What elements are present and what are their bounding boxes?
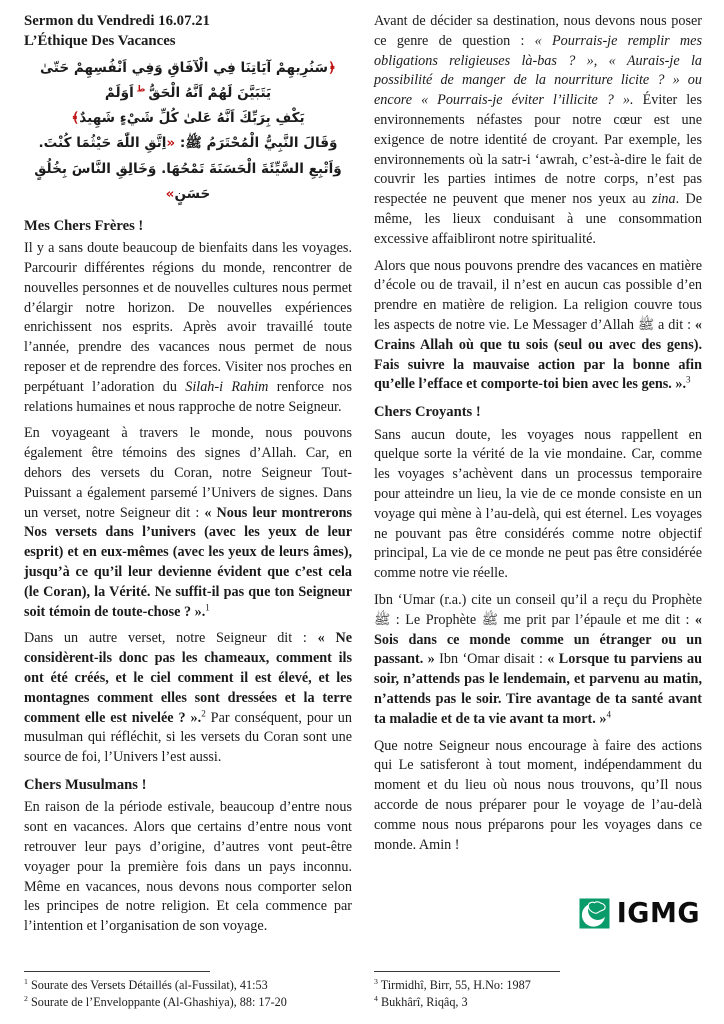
text-segment: Ibn ʻOmar disait : [434,651,548,668]
footnote-list [24,977,352,1010]
text-segment: ﴾ [71,110,80,127]
text-segment: a dit : [654,316,695,333]
right-column-body [374,12,702,862]
paragraph [24,239,352,417]
text-segment: Par conséquent, pour un musulman qui réfléchit, si les versets du Coran sont une source de foi, l’Univers l’est aussi. [24,709,352,766]
igmg-logo [374,896,702,935]
sermon-date: Sermon du Vendredi 16.07.21 [24,13,210,29]
text-segment: وَاَتْبِعِ السَّيِّئَةَ الْحَسَنَةَ تَمْحُهَا. وَخَالِقِ النَّاسَ بِخُلُقٍ حَسَنٍ [34,160,342,202]
section-heading: Mes Chers Frères ! [24,217,144,234]
text-segment: : Le Prophète [390,611,482,628]
text-segment: اِتَّقِ اللّٰهَ حَيْثُمَا كُنْتَ. [38,135,167,152]
section-heading: Chers Musulmans ! [24,776,147,793]
text-segment: ﷺ [374,611,391,628]
paragraph [374,426,702,584]
text-segment: . De même, les lieux conduisant à une consommation excessive affaibliront notre spiritualité. [374,191,702,247]
text-segment: ﴿ [327,59,336,76]
arabic-line [24,131,352,156]
text-segment: 2 [201,707,206,718]
text-segment: ﷺ [637,316,655,333]
text-segment: وَقَالَ النَّبِيُّ الْمُحْتَرَمُ [201,135,338,152]
text-segment: me prit par l’épaule et me dit : [497,611,695,628]
text-segment: Silah-i Rahim [185,378,269,395]
footnote-marker: 3 [374,976,378,986]
text-segment: 4 [606,708,612,719]
text-segment: ﷺ [185,135,202,152]
paragraph [24,629,352,768]
left-column [24,12,352,1010]
section-heading: Chers Croyants ! [374,404,481,421]
text-segment: Avant de décider sa destination, nous devons nous poser ce genre de question : [374,13,702,49]
arabic-line [24,157,352,207]
footnote-text: Tirmidhî, Birr, 55, H.No: 1987 [377,978,531,993]
footnote-marker: 4 [374,993,378,1003]
text-segment: Ibn ʻUmar (r.a.) cite un conseil qu’il a reçu du Prophète [374,591,702,608]
text-segment: En raison de la période estivale, beaucoup d’entre nous sont en vacances. Alors que certains d’entre nous vont retrouver leur pays d’origine, d’autres vont peut-être voyager pour la première fois dans un pays inconnu. Même en vacances, nous devons nous comporter selon les principes de notre religion. Et cela commence par l’intention et l’organisation de son voyage. [24,799,352,935]
text-segment: يَكْفِ بِرَبِّكَ اَنَّهُ عَلىٰ كُلِّ شَيْءٍ شَهِيدٌ [79,110,305,127]
arabic-line [24,106,352,131]
paragraph [374,737,702,856]
arabic-line [24,56,352,106]
text-segment: « Sois dans ce monde comme un étranger ou un passant. » [374,611,703,668]
left-column-body [24,213,352,944]
arabic-verse-block [24,56,352,207]
text-segment: Alors que nous pouvons prendre des vacances en matière d’école ou de travail, il n’est en aucun cas possible d’en prendre en matière de religion. La religion couvre tous les aspects de notre vie. Le Messager d’Allah [374,257,702,333]
footnote-item [374,977,702,993]
footnote-item [24,994,352,1010]
footnote-marker: 1 [24,977,28,986]
paragraph [374,12,702,250]
text-segment: ط [133,83,149,94]
text-segment: Éviter les environnements néfastes pour notre cœur est une exigence de notre identité de croyant. Par exemple, les environnements où la satr-i ʻawrah, c’est-à-dire le fait de couvrir les parties intimes de notre corps, n’est pas respectée ne peuvent que mener nos yeux au [374,92,702,208]
text-segment: » [165,185,175,202]
footnote-separator [374,971,560,972]
text-segment: « [166,135,176,152]
text-segment: « Pourrais-je remplir mes obligations religieuses là-bas ? », « Aurais-je la possibilité de manger de la nourriture licite ? » ou encore « Pourrais-je éviter l’illicite ? ». [374,32,702,109]
footnote-list [374,977,702,1010]
footnote-text: Bukhârî, Riqâq, 3 [377,994,468,1009]
right-footnotes [374,968,702,1010]
footnote-text: Sourate des Versets Détaillés (al-Fussilat), 41:53 [27,978,268,993]
footnote-separator [24,971,210,972]
text-segment: « Lorsque tu parviens au soir, n’attends pas le lendemain, et parvenu au matin, n’attends pas le soir. Tire avantage de ta santé avant ta maladie et de ta vie avant ta mort. » [374,651,702,727]
paragraph [374,591,702,730]
text-segment: « Ne considèrent-ils donc pas les chameaux, comment ils ont été créés, et le ciel comment il est élevé, et les montagnes comment elles sont dressées et la terre comment elle est nivelée ? ». [24,630,353,726]
text-segment: Dans un autre verset, notre Seigneur dit : [24,630,318,647]
text-segment: 1 [205,601,210,612]
text-segment: En voyageant à travers le monde, nous pouvons également être témoins des signes d’Allah. Car, en dehors des versets du Coran, notre Seigneur Tout-Puissant a également parsemé l’Univers de signes. Dans un verset, notre Seigneur dit : [24,425,352,521]
paragraph [24,798,352,937]
paragraph [374,257,702,396]
text-segment: renforce nos relations humaines et nous rapproche de notre Seigneur. [24,378,352,415]
text-segment: Sans aucun doute, les voyages nous rappellent en quelque sorte la vérité de la vie mondaine. Car, comme les voyages s’achèvent dans un processus temporaire pour atteindre un lieu, la vie de ce monde consiste en un voyage qui mène à l’au-delà, qui est éternel. Les voyages ne pouvant pas être considérés comme notre objectif principal, La vie de ce monde ne peut pas être considérée comme notre vie réelle. [374,426,702,582]
text-segment: Il y a sans doute beaucoup de bienfaits dans les voyages. Parcourir différentes régions du monde, rencontrer de nouvelles personnes et de nouvelles cultures nous permet d’élargir notre horizon. De nouvelles expériences enrichissent nos esprits. Après avoir travaillé toute l’année, prendre des vacances nous permet de nous reposer et de reprendre des forces. Visiter nos proches en perpétuant l’adoration du [24,240,352,395]
text-segment: سَنُرِيهِمْ آيَاتِنَا فِي الْآفَاقِ وَفِي اَنْفُسِهِمْ حَتّىٰ يَتَبَيَّنَ لَهُمْ اَنَّهُ الْحَقُّ [40,59,328,102]
text-segment: « Crains Allah où que tu sois (seul ou avec des gens). Fais suivre la mauvaise action par la bonne afin qu’elle l’efface et comporte-toi bien avec les gens. ». [374,316,703,393]
igmg-crescent-icon [579,898,612,929]
text-segment: Que notre Seigneur nous encourage à faire des actions qui Le satisferont à tout moment, indépendamment du moment et du lieu où nous nous trouvons, qu’Il nous accorde de nous préparer pour le voyage de l’au-delà comme nous nous préparons pour les voyages dans ce monde. Amin ! [374,737,702,853]
footnote-item [374,994,702,1010]
sermon-title: L’Éthique Des Vacances [24,32,176,49]
text-segment: ﷺ [481,611,498,628]
paragraph [24,424,352,622]
footnote-marker: 2 [24,993,28,1003]
text-segment: 3 [686,374,691,385]
text-segment: اَوَلَمْ [104,85,134,102]
text-segment: : [175,135,186,152]
footnote-item [24,977,352,993]
text-segment: zina [651,191,676,208]
igmg-logo-text: IGMG [616,897,700,929]
text-segment: « Nous leur montrerons Nos versets dans l’univers (avec les yeux de leur esprit) et en eux-mêmes (avec les yeux de leurs âmes), jusqu’à ce qu’il leur devienne évident que c’est cela (le Coran), la Vérité. Ne suffit-il pas que ton Seigneur soit témoin de toute-chose ? ». [24,504,352,620]
document-header [24,12,352,52]
left-footnotes [24,968,352,1010]
footnote-text: Sourate de l’Enveloppante (Al-Ghashiya), 88: 17-20 [27,994,287,1009]
right-column [374,12,702,1010]
